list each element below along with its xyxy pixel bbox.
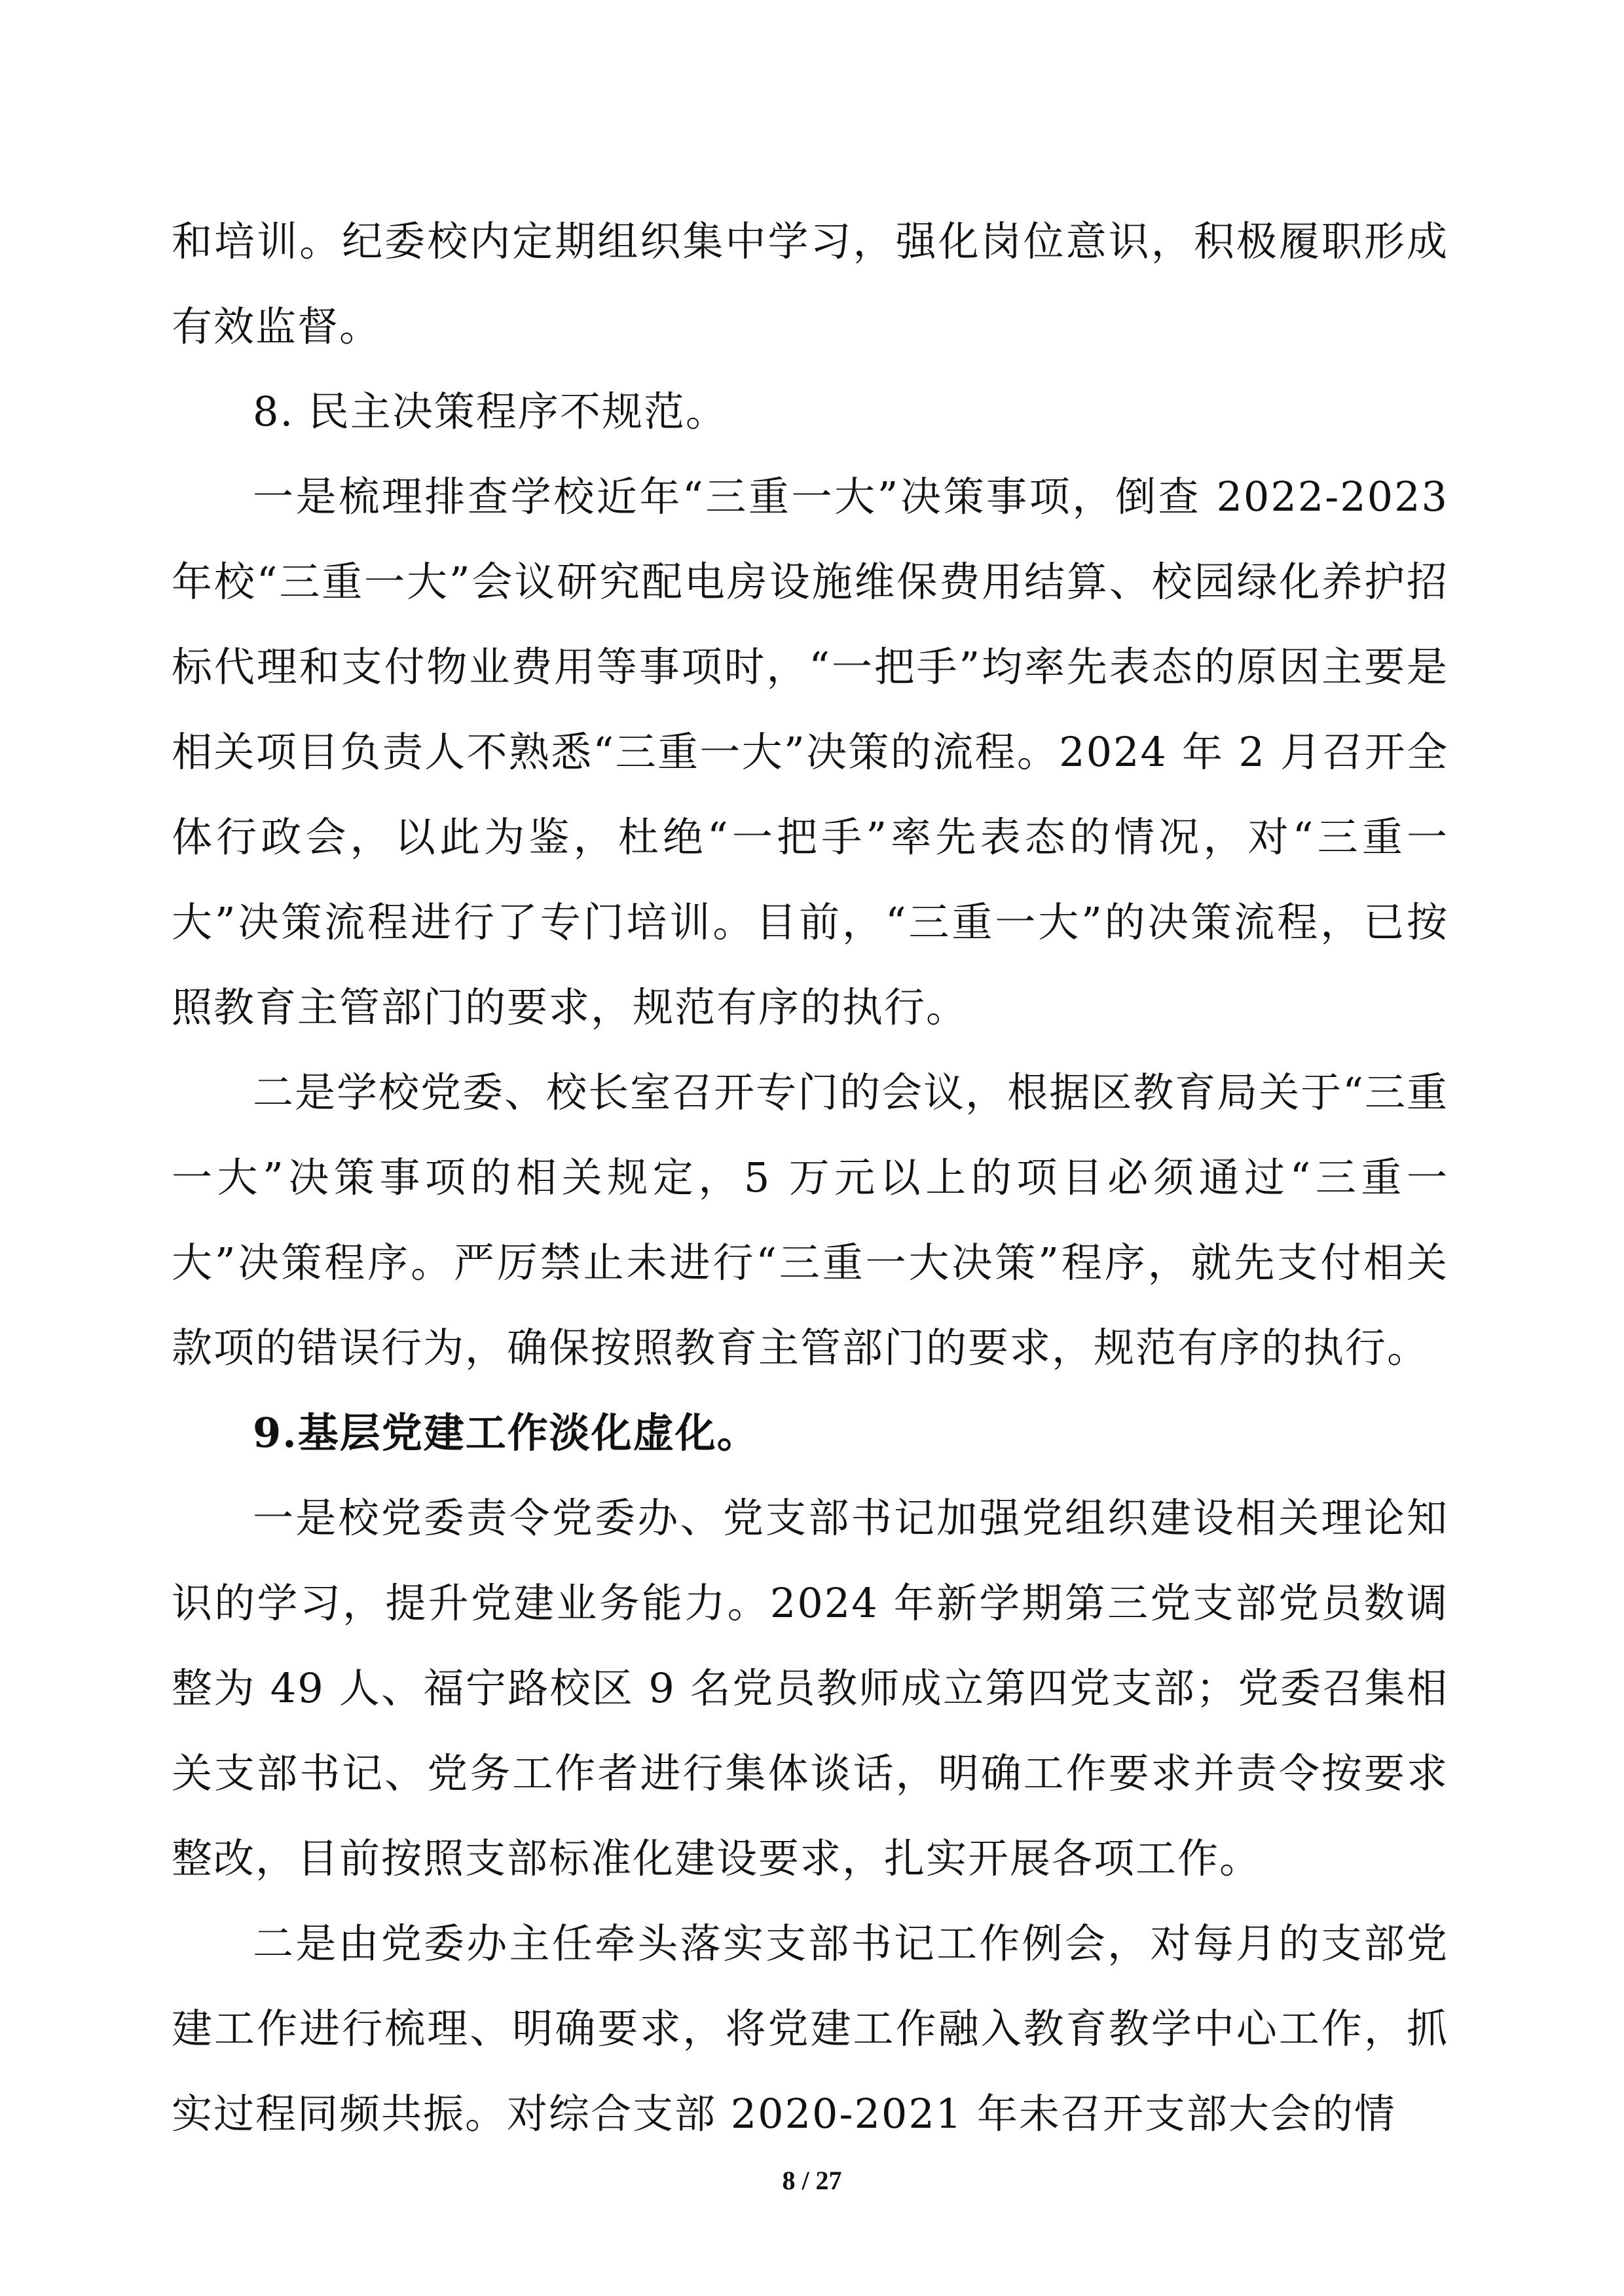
section-heading-8: 8. 民主决策程序不规范。 xyxy=(253,388,728,435)
paragraph-8-point-2: 二是学校党委、校长室召开专门的会议，根据区教育局关于“三重一大”决策事项的相关规定，5 万元以上的项目必须通过“三重一大”决策程序。严厉禁止未进行“三重一大决策”程序，就先支付相关款项的错误行为，确保按照教育主管部门的要求，规范有序的执行。 xyxy=(172,1068,1449,1372)
paragraph-8-point-1: 一是梳理排查学校近年“三重一大”决策事项，倒查 2022-2023 年校“三重一大”会议研究配电房设施维保费用结算、校园绿化养护招标代理和支付物业费用等事项时，“一把手”均率先表态的原因主要是相关项目负责人不熟悉“三重一大”决策的流程。2024 年 2 月召开全体行政会，以此为鉴，杜绝“一把手”率先表态的情况，对“三重一大”决策流程进行了专门培训。目前，“三重一大”的决策流程，已按照教育主管部门的要求，规范有序的执行。 xyxy=(172,473,1449,1031)
paragraph-9-point-2: 二是由党委办主任牵头落实支部书记工作例会，对每月的支部党建工作进行梳理、明确要求，将党建工作融入教育教学中心工作，抓实过程同频共振。对综合支部 2020-2021 年未召开支部大会的情 xyxy=(172,1920,1449,2138)
paragraph-9-point-1: 一是校党委责令党委办、党支部书记加强党组织建设相关理论知识的学习，提升党建业务能力。2024 年新学期第三党支部党员数调整为 49 人、福宁路校区 9 名党员教师成立第四党支部；党委召集相关支部书记、党务工作者进行集体谈话，明确工作要求并责令按要求整改，目前按照支部标准化建设要求，扎实开展各项工作。 xyxy=(172,1494,1449,1882)
section-heading-9: 9.基层党建工作淡化虚化。 xyxy=(253,1409,759,1457)
document-body xyxy=(172,199,1449,2157)
page-number: 8 / 27 xyxy=(782,2166,842,2195)
paragraph-continuation: 和培训。纪委校内定期组织集中学习，强化岗位意识，积极履职形成有效监督。 xyxy=(172,217,1449,350)
